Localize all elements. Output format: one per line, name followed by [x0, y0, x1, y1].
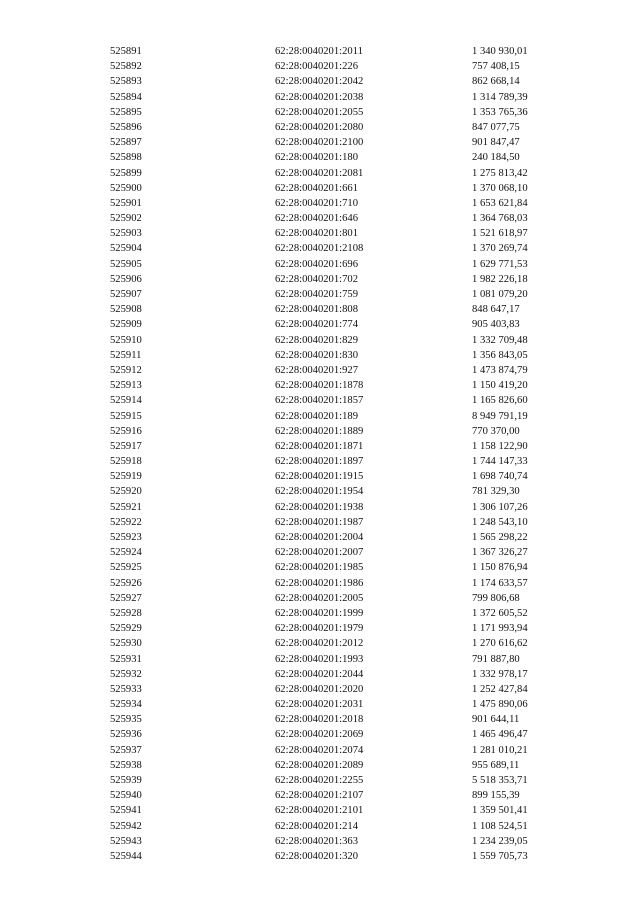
cadastral-value-cell: 1 234 239,05 — [472, 835, 528, 847]
row-number-cell: 525899 — [110, 167, 142, 179]
table-row — [0, 621, 640, 636]
row-number-cell: 525927 — [110, 592, 142, 604]
table-row — [0, 272, 640, 287]
row-number-cell: 525913 — [110, 380, 142, 392]
cadastral-value-cell: 1 356 843,05 — [472, 349, 528, 361]
row-number-cell: 525895 — [110, 106, 142, 118]
table-row — [0, 484, 640, 499]
row-number-cell: 525909 — [110, 319, 142, 331]
row-number-cell: 525914 — [110, 395, 142, 407]
cadastral-number-cell: 62:28:0040201:830 — [275, 349, 358, 361]
cadastral-number-cell: 62:28:0040201:1915 — [275, 471, 364, 483]
row-number-cell: 525943 — [110, 835, 142, 847]
table-row — [0, 530, 640, 545]
cadastral-value-cell: 1 364 768,03 — [472, 213, 528, 225]
cadastral-number-cell: 62:28:0040201:363 — [275, 835, 358, 847]
table-row — [0, 393, 640, 408]
cadastral-number-cell: 62:28:0040201:1986 — [275, 577, 364, 589]
table-row — [0, 834, 640, 849]
cadastral-value-cell: 1 353 765,36 — [472, 106, 528, 118]
row-number-cell: 525940 — [110, 790, 142, 802]
cadastral-value-cell: 1 565 298,22 — [472, 532, 528, 543]
cadastral-number-cell: 62:28:0040201:2011 — [275, 46, 363, 57]
cadastral-number-cell: 62:28:0040201:927 — [275, 364, 358, 376]
row-number-cell: 525937 — [110, 744, 142, 756]
cadastral-number-cell: 62:28:0040201:2004 — [275, 532, 364, 543]
row-number-cell: 525923 — [110, 532, 142, 543]
row-number-cell: 525915 — [110, 410, 142, 422]
table-row — [0, 667, 640, 682]
cadastral-number-cell: 62:28:0040201:1897 — [275, 456, 364, 468]
cadastral-number-cell: 62:28:0040201:801 — [275, 228, 358, 240]
cadastral-value-cell: 1 367 326,27 — [472, 547, 528, 559]
row-number-cell: 525924 — [110, 547, 142, 559]
cadastral-value-cell: 955 689,11 — [472, 759, 520, 771]
row-number-cell: 525903 — [110, 228, 142, 240]
cadastral-number-cell: 62:28:0040201:2101 — [275, 805, 364, 817]
table-row — [0, 211, 640, 226]
cadastral-number-cell: 62:28:0040201:1954 — [275, 486, 364, 498]
row-number-cell: 525921 — [110, 501, 142, 513]
cadastral-value-cell: 862 668,14 — [472, 76, 520, 88]
cadastral-number-cell: 62:28:0040201:808 — [275, 304, 358, 316]
cadastral-value-cell: 847 077,75 — [472, 121, 520, 133]
table-row — [0, 150, 640, 165]
cadastral-number-cell: 62:28:0040201:2081 — [275, 167, 364, 179]
cadastral-value-cell: 8 949 791,19 — [472, 410, 528, 422]
cadastral-number-cell: 62:28:0040201:2100 — [275, 137, 364, 149]
cadastral-value-cell: 899 155,39 — [472, 790, 520, 802]
table-row — [0, 819, 640, 834]
table-row — [0, 439, 640, 454]
cadastral-number-cell: 62:28:0040201:2108 — [275, 243, 364, 255]
cadastral-value-cell: 1 521 618,97 — [472, 228, 528, 240]
table-row — [0, 105, 640, 120]
row-number-cell: 525906 — [110, 273, 142, 285]
table-row — [0, 226, 640, 241]
row-number-cell: 525912 — [110, 364, 142, 376]
table-row — [0, 849, 640, 864]
cadastral-value-cell: 1 108 524,51 — [472, 820, 528, 832]
cadastral-number-cell: 62:28:0040201:2255 — [275, 775, 364, 786]
table-row — [0, 196, 640, 211]
cadastral-value-cell: 1 629 771,53 — [472, 258, 528, 270]
row-number-cell: 525919 — [110, 471, 142, 483]
table-row — [0, 287, 640, 302]
row-number-cell: 525944 — [110, 850, 142, 862]
table-row — [0, 469, 640, 484]
cadastral-value-cell: 1 165 826,60 — [472, 395, 528, 407]
cadastral-number-cell: 62:28:0040201:180 — [275, 152, 358, 164]
table-row — [0, 302, 640, 317]
row-number-cell: 525894 — [110, 91, 142, 103]
cadastral-number-cell: 62:28:0040201:829 — [275, 334, 358, 346]
cadastral-value-cell: 1 698 740,74 — [472, 471, 528, 483]
table-row — [0, 773, 640, 788]
table-row — [0, 576, 640, 591]
cadastral-value-cell: 791 887,80 — [472, 653, 520, 665]
row-number-cell: 525938 — [110, 759, 142, 771]
cadastral-value-cell: 1 332 709,48 — [472, 334, 528, 346]
cadastral-value-cell: 5 518 353,71 — [472, 775, 528, 786]
cadastral-number-cell: 62:28:0040201:774 — [275, 319, 358, 331]
cadastral-number-cell: 62:28:0040201:2080 — [275, 121, 364, 133]
table-row — [0, 363, 640, 378]
table-row — [0, 500, 640, 515]
cadastral-number-cell: 62:28:0040201:2012 — [275, 638, 364, 650]
cadastral-value-cell: 1 370 068,10 — [472, 182, 528, 194]
table-row — [0, 606, 640, 621]
cadastral-value-cell: 1 314 789,39 — [472, 91, 528, 103]
cadastral-value-cell: 1 744 147,33 — [472, 456, 528, 468]
cadastral-value-cell: 1 150 419,20 — [472, 380, 528, 392]
cadastral-number-cell: 62:28:0040201:2069 — [275, 729, 364, 741]
cadastral-number-cell: 62:28:0040201:2055 — [275, 106, 364, 118]
table-row — [0, 652, 640, 667]
table-row — [0, 545, 640, 560]
row-number-cell: 525902 — [110, 213, 142, 225]
row-number-cell: 525891 — [110, 46, 142, 57]
table-row — [0, 682, 640, 697]
row-number-cell: 525931 — [110, 653, 142, 665]
cadastral-value-cell: 1 359 501,41 — [472, 805, 528, 817]
cadastral-number-cell: 62:28:0040201:2005 — [275, 592, 364, 604]
cadastral-number-cell: 62:28:0040201:2018 — [275, 714, 364, 726]
cadastral-number-cell: 62:28:0040201:2044 — [275, 668, 364, 680]
row-number-cell: 525930 — [110, 638, 142, 650]
row-number-cell: 525933 — [110, 683, 142, 695]
cadastral-value-cell: 1 174 633,57 — [472, 577, 528, 589]
table-row — [0, 120, 640, 135]
cadastral-value-cell: 1 559 705,73 — [472, 850, 528, 862]
cadastral-number-cell: 62:28:0040201:759 — [275, 289, 358, 300]
row-number-cell: 525928 — [110, 607, 142, 619]
cadastral-number-cell: 62:28:0040201:702 — [275, 273, 358, 285]
row-number-cell: 525922 — [110, 516, 142, 528]
cadastral-number-cell: 62:28:0040201:696 — [275, 258, 358, 270]
table-row — [0, 74, 640, 89]
cadastral-value-cell: 1 332 978,17 — [472, 668, 528, 680]
row-number-cell: 525904 — [110, 243, 142, 255]
table-row — [0, 591, 640, 606]
cadastral-value-cell: 901 644,11 — [472, 714, 520, 726]
row-number-cell: 525941 — [110, 805, 142, 817]
row-number-cell: 525917 — [110, 440, 142, 452]
row-number-cell: 525918 — [110, 456, 142, 468]
cadastral-number-cell: 62:28:0040201:2038 — [275, 91, 364, 103]
row-number-cell: 525934 — [110, 699, 142, 711]
table-row — [0, 90, 640, 105]
cadastral-value-cell: 770 370,00 — [472, 425, 520, 437]
table-row — [0, 241, 640, 256]
table-row — [0, 317, 640, 332]
cadastral-number-cell: 62:28:0040201:1999 — [275, 607, 364, 619]
cadastral-value-cell: 1 372 605,52 — [472, 607, 528, 619]
row-number-cell: 525910 — [110, 334, 142, 346]
table-row — [0, 135, 640, 150]
cadastral-value-cell: 1 982 226,18 — [472, 273, 528, 285]
cadastral-number-cell: 62:28:0040201:646 — [275, 213, 358, 225]
cadastral-value-cell: 757 408,15 — [472, 61, 520, 73]
cadastral-value-cell: 1 306 107,26 — [472, 501, 528, 513]
cadastral-number-cell: 62:28:0040201:2042 — [275, 76, 364, 88]
cadastral-number-cell: 62:28:0040201:214 — [275, 820, 358, 832]
cadastral-value-cell: 1 340 930,01 — [472, 46, 528, 57]
row-number-cell: 525897 — [110, 137, 142, 149]
cadastral-number-cell: 62:28:0040201:2007 — [275, 547, 364, 559]
cadastral-number-cell: 62:28:0040201:661 — [275, 182, 358, 194]
row-number-cell: 525892 — [110, 61, 142, 73]
row-number-cell: 525926 — [110, 577, 142, 589]
cadastral-number-cell: 62:28:0040201:1857 — [275, 395, 364, 407]
cadastral-number-cell: 62:28:0040201:189 — [275, 410, 358, 422]
row-number-cell: 525908 — [110, 304, 142, 316]
cadastral-value-cell: 240 184,50 — [472, 152, 520, 164]
cadastral-value-cell: 1 252 427,84 — [472, 683, 528, 695]
cadastral-value-cell: 1 473 874,79 — [472, 364, 528, 376]
table-row — [0, 348, 640, 363]
cadastral-number-cell: 62:28:0040201:226 — [275, 61, 358, 73]
table-row — [0, 560, 640, 575]
row-number-cell: 525916 — [110, 425, 142, 437]
cadastral-number-cell: 62:28:0040201:1871 — [275, 440, 364, 452]
cadastral-value-cell: 1 281 010,21 — [472, 744, 528, 756]
cadastral-number-cell: 62:28:0040201:2107 — [275, 790, 364, 802]
row-number-cell: 525900 — [110, 182, 142, 194]
cadastral-value-cell: 1 653 621,84 — [472, 197, 528, 209]
cadastral-number-cell: 62:28:0040201:1985 — [275, 562, 364, 574]
table-row — [0, 636, 640, 651]
table-row — [0, 44, 640, 59]
cadastral-value-cell: 901 847,47 — [472, 137, 520, 149]
row-number-cell: 525925 — [110, 562, 142, 574]
cadastral-value-cell: 1 158 122,90 — [472, 440, 528, 452]
table-row — [0, 788, 640, 803]
cadastral-number-cell: 62:28:0040201:1938 — [275, 501, 364, 513]
table-row — [0, 515, 640, 530]
row-number-cell: 525901 — [110, 197, 142, 209]
cadastral-number-cell: 62:28:0040201:1979 — [275, 623, 364, 635]
cadastral-number-cell: 62:28:0040201:1878 — [275, 380, 364, 392]
cadastral-number-cell: 62:28:0040201:2074 — [275, 744, 364, 756]
cadastral-value-cell: 1 248 543,10 — [472, 516, 528, 528]
cadastral-value-cell: 1 081 079,20 — [472, 289, 528, 300]
table-row — [0, 409, 640, 424]
row-number-cell: 525936 — [110, 729, 142, 741]
row-number-cell: 525939 — [110, 775, 142, 786]
cadastral-value-cell: 1 475 890,06 — [472, 699, 528, 711]
table-row — [0, 257, 640, 272]
cadastral-value-cell: 1 270 616,62 — [472, 638, 528, 650]
cadastral-value-cell: 1 150 876,94 — [472, 562, 528, 574]
row-number-cell: 525920 — [110, 486, 142, 498]
table-row — [0, 333, 640, 348]
row-number-cell: 525898 — [110, 152, 142, 164]
table-row — [0, 712, 640, 727]
table-row — [0, 454, 640, 469]
cadastral-number-cell: 62:28:0040201:710 — [275, 197, 358, 209]
table-row — [0, 803, 640, 818]
cadastral-value-cell: 1 275 813,42 — [472, 167, 528, 179]
cadastral-value-table — [0, 44, 640, 864]
table-row — [0, 59, 640, 74]
row-number-cell: 525907 — [110, 289, 142, 300]
cadastral-number-cell: 62:28:0040201:1987 — [275, 516, 364, 528]
cadastral-value-cell: 1 465 496,47 — [472, 729, 528, 741]
cadastral-number-cell: 62:28:0040201:2020 — [275, 683, 364, 695]
cadastral-value-cell: 1 171 993,94 — [472, 623, 528, 635]
row-number-cell: 525896 — [110, 121, 142, 133]
cadastral-value-cell: 905 403,83 — [472, 319, 520, 331]
table-row — [0, 727, 640, 742]
table-row — [0, 166, 640, 181]
row-number-cell: 525911 — [110, 349, 142, 361]
cadastral-number-cell: 62:28:0040201:320 — [275, 850, 358, 862]
cadastral-value-cell: 848 647,17 — [472, 304, 520, 316]
cadastral-value-cell: 781 329,30 — [472, 486, 520, 498]
row-number-cell: 525935 — [110, 714, 142, 726]
table-row — [0, 697, 640, 712]
row-number-cell: 525932 — [110, 668, 142, 680]
cadastral-number-cell: 62:28:0040201:1889 — [275, 425, 364, 437]
table-row — [0, 181, 640, 196]
cadastral-value-cell: 799 806,68 — [472, 592, 520, 604]
cadastral-number-cell: 62:28:0040201:2031 — [275, 699, 364, 711]
table-row — [0, 378, 640, 393]
cadastral-value-cell: 1 370 269,74 — [472, 243, 528, 255]
row-number-cell: 525893 — [110, 76, 142, 88]
table-row — [0, 743, 640, 758]
cadastral-number-cell: 62:28:0040201:1993 — [275, 653, 364, 665]
row-number-cell: 525942 — [110, 820, 142, 832]
row-number-cell: 525929 — [110, 623, 142, 635]
cadastral-number-cell: 62:28:0040201:2089 — [275, 759, 364, 771]
row-number-cell: 525905 — [110, 258, 142, 270]
table-row — [0, 424, 640, 439]
table-row — [0, 758, 640, 773]
